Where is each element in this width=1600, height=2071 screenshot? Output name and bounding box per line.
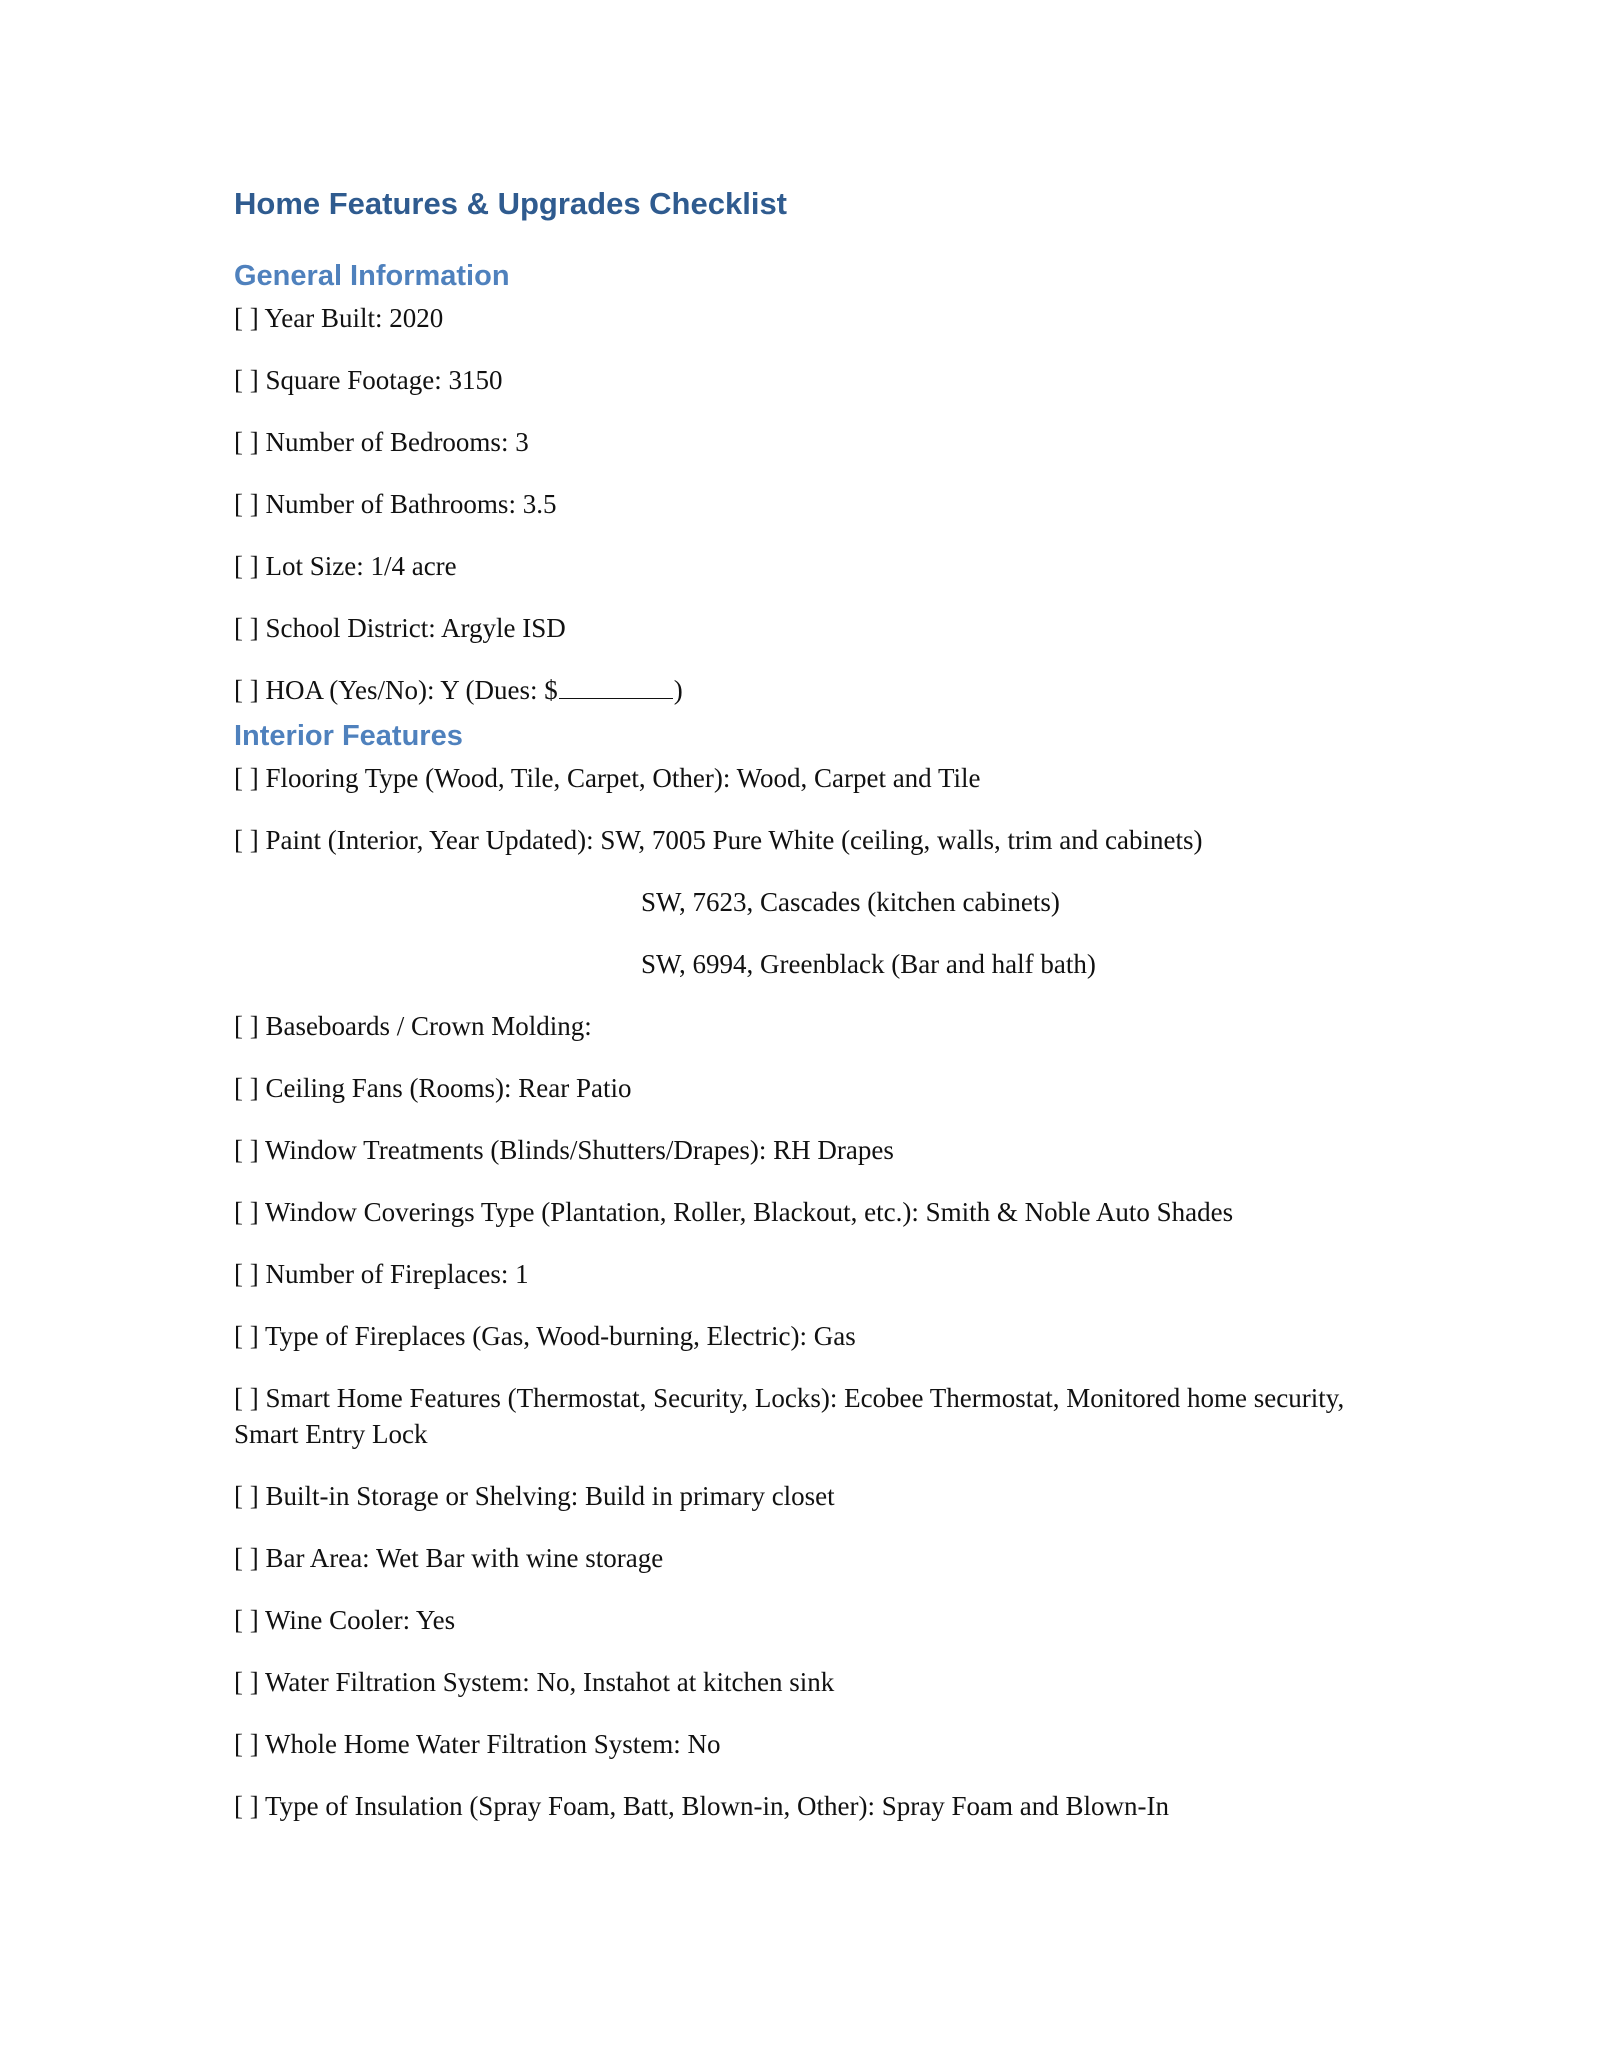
smart-home-item: [ ] Smart Home Features (Thermostat, Security, Locks): Ecobee Thermostat, Monitored home security, Smart Entry Lock (234, 1383, 1345, 1449)
paint-item: [ ] Paint (Interior, Year Updated): SW, 7005 Pure White (ceiling, walls, trim and cabinets) (234, 825, 1203, 855)
interior-features-heading: Interior Features (234, 720, 463, 752)
bedrooms-item: [ ] Number of Bedrooms: 3 (234, 427, 529, 457)
hoa-dues-blank (559, 674, 673, 699)
hoa-close: ) (673, 675, 683, 705)
document-page (234, 182, 1374, 1850)
paint-item-line-3: SW, 6994, Greenblack (Bar and half bath) (641, 949, 1096, 979)
paint-item-line-2: SW, 7623, Cascades (kitchen cabinets) (641, 887, 1060, 917)
square-footage-item: [ ] Square Footage: 3150 (234, 365, 503, 395)
school-district-item: [ ] School District: Argyle ISD (234, 613, 566, 643)
lot-size-item: [ ] Lot Size: 1/4 acre (234, 551, 457, 581)
window-coverings-item: [ ] Window Coverings Type (Plantation, Roller, Blackout, etc.): Smith & Noble Auto Shades (234, 1197, 1234, 1227)
general-information-heading: General Information (234, 260, 510, 292)
baseboards-item: [ ] Baseboards / Crown Molding: (234, 1011, 592, 1041)
fireplaces-count-item: [ ] Number of Fireplaces: 1 (234, 1259, 529, 1289)
hoa-item (234, 672, 1374, 708)
hoa-label: [ ] HOA (Yes/No): Y (Dues: $ (234, 675, 558, 705)
document-title: Home Features & Upgrades Checklist (234, 186, 788, 221)
year-built-item: [ ] Year Built: 2020 (234, 303, 444, 333)
window-treatments-item: [ ] Window Treatments (Blinds/Shutters/Drapes): RH Drapes (234, 1135, 894, 1165)
wine-cooler-item: [ ] Wine Cooler: Yes (234, 1605, 456, 1635)
fireplaces-type-item: [ ] Type of Fireplaces (Gas, Wood-burning, Electric): Gas (234, 1321, 856, 1351)
bar-area-item: [ ] Bar Area: Wet Bar with wine storage (234, 1543, 664, 1573)
built-in-storage-item: [ ] Built-in Storage or Shelving: Build in primary closet (234, 1481, 835, 1511)
flooring-item: [ ] Flooring Type (Wood, Tile, Carpet, Other): Wood, Carpet and Tile (234, 763, 981, 793)
insulation-item: [ ] Type of Insulation (Spray Foam, Batt, Blown-in, Other): Spray Foam and Blown-In (234, 1791, 1169, 1821)
bathrooms-item: [ ] Number of Bathrooms: 3.5 (234, 489, 557, 519)
whole-home-filtration-item: [ ] Whole Home Water Filtration System: No (234, 1729, 721, 1759)
ceiling-fans-item: [ ] Ceiling Fans (Rooms): Rear Patio (234, 1073, 632, 1103)
water-filtration-item: [ ] Water Filtration System: No, Instahot at kitchen sink (234, 1667, 835, 1697)
